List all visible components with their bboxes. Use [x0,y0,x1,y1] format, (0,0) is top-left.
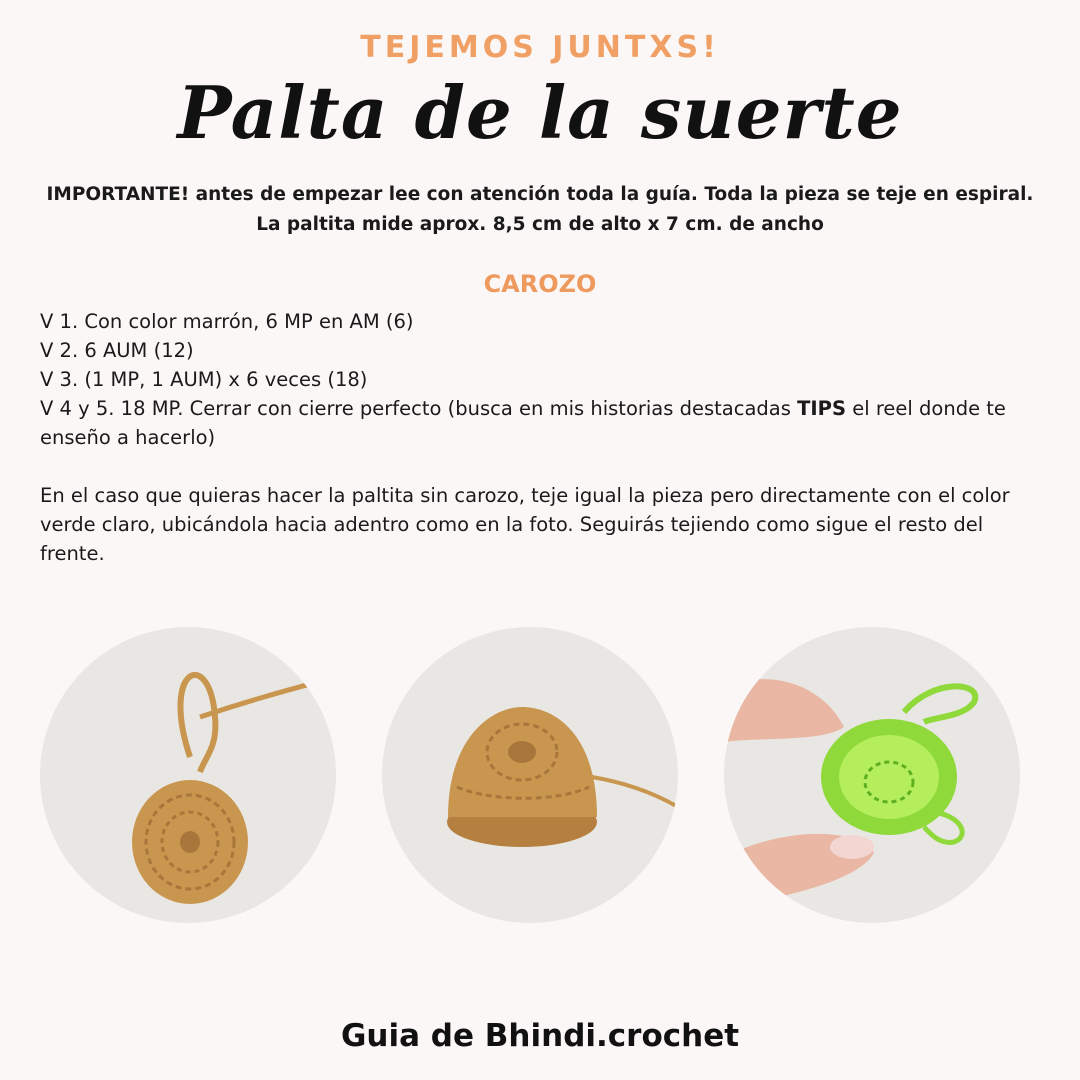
photo-green-cup [724,627,1020,923]
intro-line-2: La paltita mide aprox. 8,5 cm de alto x 7 cm. de ancho [256,214,824,235]
photo-brown-dome [382,627,678,923]
step4-suffix: el reel donde te enseño a hacerlo) [40,397,1006,449]
footer-credit: Guia de Bhindi.crochet [340,1018,740,1054]
header-kicker: TEJEMOS JUNTXS! [360,30,720,65]
section-title: CAROZO [483,270,597,298]
intro-text [20,180,1060,240]
steps-list [40,307,1040,452]
step-item [40,394,1040,452]
step-item: V 1. Con color marrón, 6 MP en AM (6) [40,310,414,333]
step4-tips: TIPS [797,397,847,420]
step4-prefix: V 4 y 5. 18 MP. Cerrar con cierre perfecto (busca en mis historias destacadas [40,397,798,420]
section-note: En el caso que quieras hacer la paltita sin carozo, teje igual la pieza pero directamente con el color verde claro, ubicándola hacia adentro como en la foto. Seguirás tejiendo como sigue el resto del frente. [40,484,1010,565]
intro-line-1: IMPORTANTE! antes de empezar lee con atención toda la guía. Toda la pieza se teje en espiral. [46,184,1034,205]
step-item: V 2. 6 AUM (12) [40,339,194,362]
page-title: Palta de la suerte [177,70,903,155]
photo-flat-brown-piece [40,627,336,923]
step-item: V 3. (1 MP, 1 AUM) x 6 veces (18) [40,368,368,391]
